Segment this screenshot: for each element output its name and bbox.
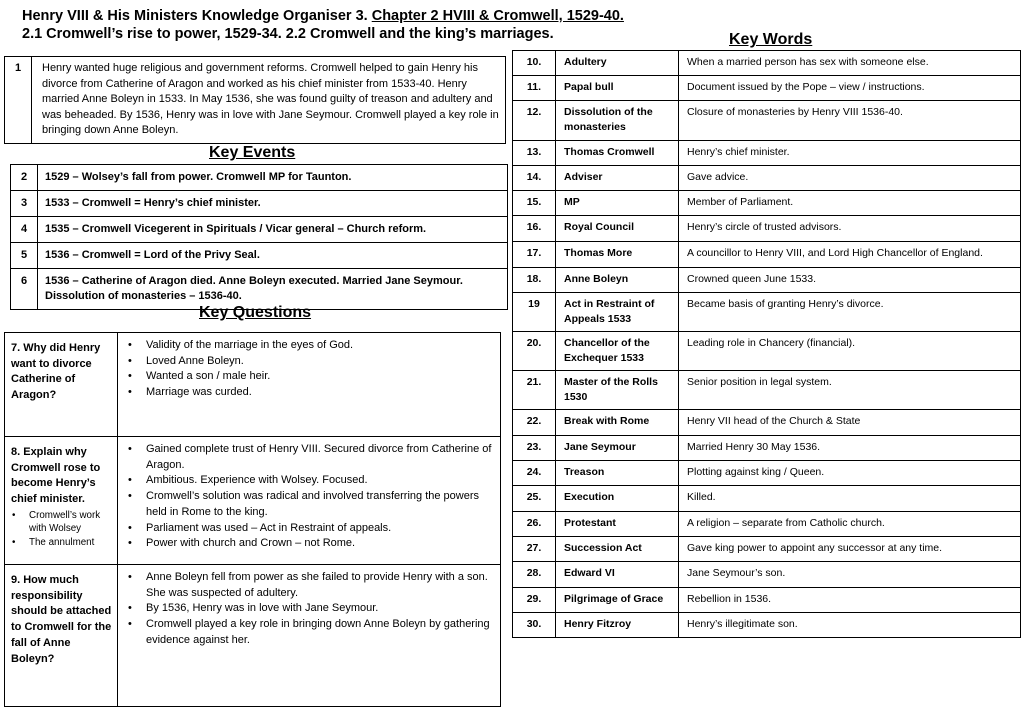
key-word-definition: Leading role in Chancery (financial). [679,332,1021,371]
key-word-definition: A religion – separate from Catholic church. [679,512,1021,537]
key-word-row [513,166,1021,191]
key-questions-table [4,332,501,707]
intro-text: Henry wanted huge religious and government reforms. Cromwell helped to gain Henry his divorce from Catherine of Aragon and worked as his chief minister from 1533-40. Henry married Anne Boleyn in 1533. In May 1536, she was found guilty of treason and adultery and was beheaded. By 1536, Henry was in love with Jane Seymour. Cromwell played a key role in bringing down Anne Boleyn. [32,57,506,144]
key-word-number: 22. [513,410,556,436]
key-word-term: Succession Act [556,537,679,562]
key-word-row [513,562,1021,588]
key-word-definition: A councillor to Henry VIII, and Lord High Chancellor of England. [679,242,1021,268]
key-word-number: 20. [513,332,556,371]
key-word-definition: Plotting against king / Queen. [679,461,1021,486]
key-questions-heading: Key Questions [199,304,312,321]
key-word-number: 30. [513,613,556,638]
key-word-term: Execution [556,486,679,512]
key-word-row [513,613,1021,638]
question-cell [5,565,118,707]
intro-box [4,56,506,144]
title-line-1 [22,7,624,25]
answer-cell [118,437,501,565]
key-word-row [513,436,1021,461]
key-word-term: Chancellor of the Exchequer 1533 [556,332,679,371]
answer-point: • Gained complete trust of Henry VIII. Secured divorce from Catherine of Aragon. [128,442,492,473]
key-word-definition: Jane Seymour’s son. [679,562,1021,588]
key-word-definition: Gave king power to appoint any successor at any time. [679,537,1021,562]
key-word-number: 12. [513,101,556,141]
question-cell [5,333,118,437]
key-words-heading: Key Words [729,31,813,48]
key-word-number: 24. [513,461,556,486]
key-word-number: 17. [513,242,556,268]
event-text: 1533 – Cromwell = Henry’s chief minister. [38,191,508,217]
answer-list [128,338,492,401]
key-word-definition: Henry’s illegitimate son. [679,613,1021,638]
key-word-definition: Member of Parliament. [679,191,1021,216]
key-word-term: Adultery [556,51,679,76]
key-word-definition: Rebellion in 1536. [679,588,1021,613]
answer-point: • Cromwell’s solution was radical and involved transferring the powers held in Rome to the king. [128,489,492,520]
key-word-row [513,242,1021,268]
key-word-term: Protestant [556,512,679,537]
answer-point: • Parliament was used – Act in Restraint of appeals. [128,521,492,537]
key-word-term: Break with Rome [556,410,679,436]
question-sub-point: • Cromwell’s work with Wolsey [11,509,112,536]
key-word-term: Act in Restraint of Appeals 1533 [556,293,679,332]
answer-point: • By 1536, Henry was in love with Jane Seymour. [128,601,492,617]
key-word-term: Adviser [556,166,679,191]
key-word-row [513,486,1021,512]
question-sub-point: • The annulment [11,536,112,550]
answer-list [128,442,492,552]
event-row [11,165,508,191]
key-word-term: Pilgrimage of Grace [556,588,679,613]
key-word-term: Anne Boleyn [556,268,679,293]
question-cell [5,437,118,565]
answer-point: • Validity of the marriage in the eyes of God. [128,338,492,354]
key-word-term: MP [556,191,679,216]
key-word-row [513,512,1021,537]
question-text: 9. How much responsibility should be attached to Cromwell for the fall of Anne Boleyn? [11,574,112,665]
key-word-number: 26. [513,512,556,537]
key-word-number: 16. [513,216,556,242]
event-row [11,191,508,217]
question-row [5,333,501,437]
question-sub-points [11,509,112,550]
key-word-definition: Crowned queen June 1533. [679,268,1021,293]
event-row [11,243,508,269]
key-word-row [513,461,1021,486]
answer-point: • Ambitious. Experience with Wolsey. Focused. [128,473,492,489]
key-word-row [513,371,1021,410]
key-word-row [513,588,1021,613]
event-number: 5 [11,243,38,269]
key-events-table [10,164,508,310]
key-word-row [513,141,1021,166]
answer-point: • Anne Boleyn fell from power as she failed to provide Henry with a son. She was suspected of adultery. [128,570,492,601]
answer-cell [118,565,501,707]
key-word-definition: Became basis of granting Henry’s divorce. [679,293,1021,332]
key-word-number: 29. [513,588,556,613]
answer-point: • Power with church and Crown – not Rome. [128,536,492,552]
key-word-term: Henry Fitzroy [556,613,679,638]
key-word-number: 25. [513,486,556,512]
event-text: 1529 – Wolsey’s fall from power. Cromwell MP for Taunton. [38,165,508,191]
page-title [22,7,624,43]
key-word-term: Thomas Cromwell [556,141,679,166]
intro-number: 1 [5,57,32,144]
key-word-row [513,76,1021,101]
key-word-row [513,293,1021,332]
key-word-definition: Married Henry 30 May 1536. [679,436,1021,461]
key-word-definition: When a married person has sex with someone else. [679,51,1021,76]
key-word-number: 23. [513,436,556,461]
question-text: 8. Explain why Cromwell rose to become Henry’s chief minister. [11,446,101,506]
key-word-row [513,268,1021,293]
key-word-term: Dissolution of the monasteries [556,101,679,141]
answer-point: • Marriage was curded. [128,385,492,401]
key-word-number: 14. [513,166,556,191]
key-word-number: 28. [513,562,556,588]
event-text: 1536 – Catherine of Aragon died. Anne Boleyn executed. Married Jane Seymour. Dissolution of monasteries – 1536-40. [38,269,508,310]
key-word-number: 13. [513,141,556,166]
event-number: 6 [11,269,38,310]
key-word-row [513,101,1021,141]
answer-point: • Loved Anne Boleyn. [128,354,492,370]
key-word-term: Jane Seymour [556,436,679,461]
question-text: 7. Why did Henry want to divorce Catherine of Aragon? [11,342,101,402]
key-words-body [513,51,1021,638]
key-events-heading: Key Events [209,144,296,161]
title-prefix: Henry VIII & His Ministers Knowledge Organiser 3. [22,8,372,24]
key-word-term: Master of the Rolls 1530 [556,371,679,410]
answer-point: • Wanted a son / male heir. [128,369,492,385]
key-word-number: 19 [513,293,556,332]
key-word-number: 10. [513,51,556,76]
key-word-definition: Document issued by the Pope – view / instructions. [679,76,1021,101]
event-number: 2 [11,165,38,191]
question-row [5,437,501,565]
event-row [11,217,508,243]
intro-row [5,57,506,144]
key-word-row [513,51,1021,76]
key-word-term: Treason [556,461,679,486]
key-word-definition: Killed. [679,486,1021,512]
key-word-definition: Henry’s chief minister. [679,141,1021,166]
key-word-row [513,191,1021,216]
key-word-term: Edward VI [556,562,679,588]
key-word-row [513,410,1021,436]
key-word-number: 18. [513,268,556,293]
title-chapter: Chapter 2 HVIII & Cromwell, 1529-40. [371,8,624,24]
event-number: 4 [11,217,38,243]
answer-point: • Cromwell played a key role in bringing down Anne Boleyn by gathering evidence against her. [128,617,492,648]
answer-list [128,570,492,649]
title-line-2: 2.1 Cromwell’s rise to power, 1529-34. 2.2 Cromwell and the king’s marriages. [22,26,554,42]
question-row [5,565,501,707]
key-word-definition: Henry VII head of the Church & State [679,410,1021,436]
event-text: 1536 – Cromwell = Lord of the Privy Seal. [38,243,508,269]
key-word-number: 27. [513,537,556,562]
key-word-term: Royal Council [556,216,679,242]
key-word-number: 11. [513,76,556,101]
answer-cell [118,333,501,437]
key-word-number: 21. [513,371,556,410]
key-word-row [513,332,1021,371]
key-word-definition: Gave advice. [679,166,1021,191]
key-word-definition: Senior position in legal system. [679,371,1021,410]
key-word-row [513,537,1021,562]
event-text: 1535 – Cromwell Vicegerent in Spirituals / Vicar general – Church reform. [38,217,508,243]
key-word-term: Papal bull [556,76,679,101]
key-words-table [512,50,1021,638]
event-number: 3 [11,191,38,217]
key-word-definition: Henry’s circle of trusted advisors. [679,216,1021,242]
key-word-term: Thomas More [556,242,679,268]
key-word-row [513,216,1021,242]
key-word-definition: Closure of monasteries by Henry VIII 1536-40. [679,101,1021,141]
key-word-number: 15. [513,191,556,216]
